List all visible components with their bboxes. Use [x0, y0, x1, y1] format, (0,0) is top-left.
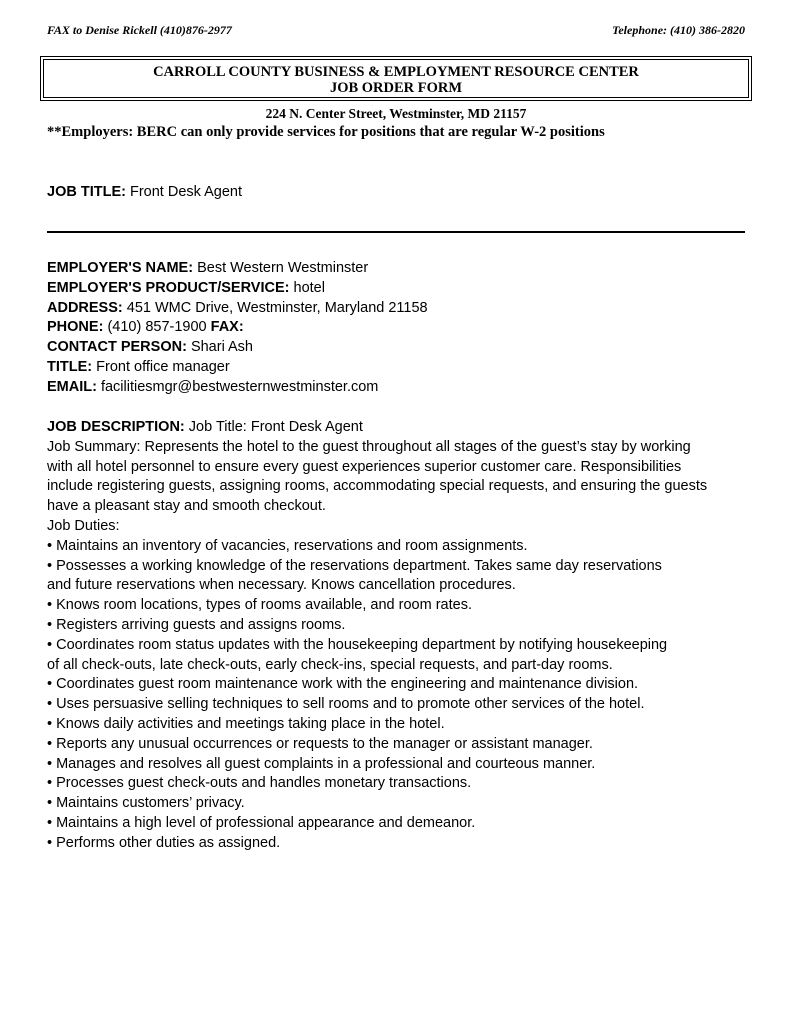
- duty-item: • Performs other duties as assigned.: [47, 834, 281, 851]
- duty-item: • Reports any unusual occurrences or requests to the manager or assistant manager.: [47, 735, 593, 752]
- employer-product-value: hotel: [293, 279, 325, 296]
- duty-item: • Uses persuasive selling techniques to sell rooms and to promote other services of the hotel.: [47, 696, 645, 713]
- employer-address-value: 451 WMC Drive, Westminster, Maryland 21158: [126, 299, 428, 316]
- telephone-contact: Telephone: (410) 386-2820: [612, 23, 745, 37]
- job-description: [47, 418, 747, 854]
- section-divider: [47, 231, 745, 233]
- employer-phone-field: [47, 318, 428, 338]
- duty-item-continued: and future reservations when necessary. Knows cancellation procedures.: [47, 577, 516, 594]
- description-line: Job Summary: Represents the hotel to the guest throughout all stages of the guest’s stay by working: [47, 438, 691, 455]
- employer-phone-label: PHONE:: [47, 319, 104, 336]
- duty-item: • Knows daily activities and meetings taking place in the hotel.: [47, 715, 445, 732]
- form-title-box: [40, 56, 752, 101]
- contact-person-field: [47, 338, 428, 358]
- duty-item: • Registers arriving guests and assigns rooms.: [47, 616, 346, 633]
- job-description-header: [47, 418, 747, 438]
- duty-item: • Coordinates guest room maintenance work with the engineering and maintenance division.: [47, 676, 639, 693]
- contact-title-label: TITLE:: [47, 358, 93, 375]
- employer-name-label: EMPLOYER'S NAME:: [47, 260, 194, 276]
- duty-item: • Maintains a high level of professional appearance and demeanor.: [47, 814, 476, 831]
- contact-person-value: Shari Ash: [190, 339, 254, 356]
- job-title-field: [47, 184, 242, 200]
- employer-phone-value: (410) 857-1900: [107, 319, 207, 336]
- contact-email-field: [47, 378, 428, 398]
- duty-item: • Maintains customers’ privacy.: [47, 795, 245, 812]
- duty-item: • Knows room locations, types of rooms available, and room rates.: [47, 597, 472, 614]
- employer-info: [47, 259, 428, 398]
- contact-title-value: Front office manager: [96, 358, 230, 375]
- job-description-label: JOB DESCRIPTION:: [47, 419, 185, 435]
- employer-product-label: EMPLOYER'S PRODUCT/SERVICE:: [47, 279, 290, 296]
- job-duties-heading: Job Duties:: [47, 517, 120, 534]
- duty-item: • Maintains an inventory of vacancies, reservations and room assignments.: [47, 537, 528, 554]
- job-title-label: JOB TITLE:: [47, 184, 126, 200]
- duty-item-continued: of all check-outs, late check-outs, early check-ins, special requests, and part-day rooms.: [47, 656, 613, 673]
- employer-name-field: [47, 259, 428, 279]
- contact-email-label: EMAIL:: [47, 378, 97, 395]
- duty-item: • Coordinates room status updates with the housekeeping department by notifying housekeeping: [47, 636, 668, 653]
- form-name: JOB ORDER FORM: [329, 80, 463, 96]
- description-line: include registering guests, assigning rooms, accommodating special requests, and ensuring the guests: [47, 478, 708, 495]
- employer-name-value: Best Western Westminster: [197, 260, 369, 276]
- fax-contact: FAX to Denise Rickell (410)876-2977: [47, 23, 232, 37]
- employers-note: **Employers: BERC can only provide services for positions that are regular W-2 positions: [47, 124, 605, 140]
- job-title-value: Front Desk Agent: [129, 184, 243, 200]
- employer-address-field: [47, 299, 428, 319]
- contact-email-value: facilitiesmgr@bestwesternwestminster.com: [100, 378, 379, 395]
- organization-address: 224 N. Center Street, Westminster, MD 21157: [265, 106, 527, 121]
- contact-title-field: [47, 358, 428, 378]
- job-description-title: Job Title: Front Desk Agent: [188, 419, 363, 435]
- employer-product-field: [47, 279, 428, 299]
- duty-item: • Manages and resolves all guest complaints in a professional and courteous manner.: [47, 755, 596, 772]
- description-line: have a pleasant stay and smooth checkout.: [47, 498, 326, 515]
- employer-fax-label: FAX:: [210, 319, 244, 336]
- employer-address-label: ADDRESS:: [47, 299, 123, 316]
- contact-person-label: CONTACT PERSON:: [47, 339, 187, 356]
- description-line: with all hotel personnel to ensure every guest experiences superior customer care. Responsibilities: [47, 458, 682, 475]
- duty-item: • Possesses a working knowledge of the reservations department. Takes same day reservations: [47, 557, 662, 574]
- organization-name: CARROLL COUNTY BUSINESS & EMPLOYMENT RESOURCE CENTER: [153, 64, 639, 80]
- duty-item: • Processes guest check-outs and handles monetary transactions.: [47, 775, 472, 792]
